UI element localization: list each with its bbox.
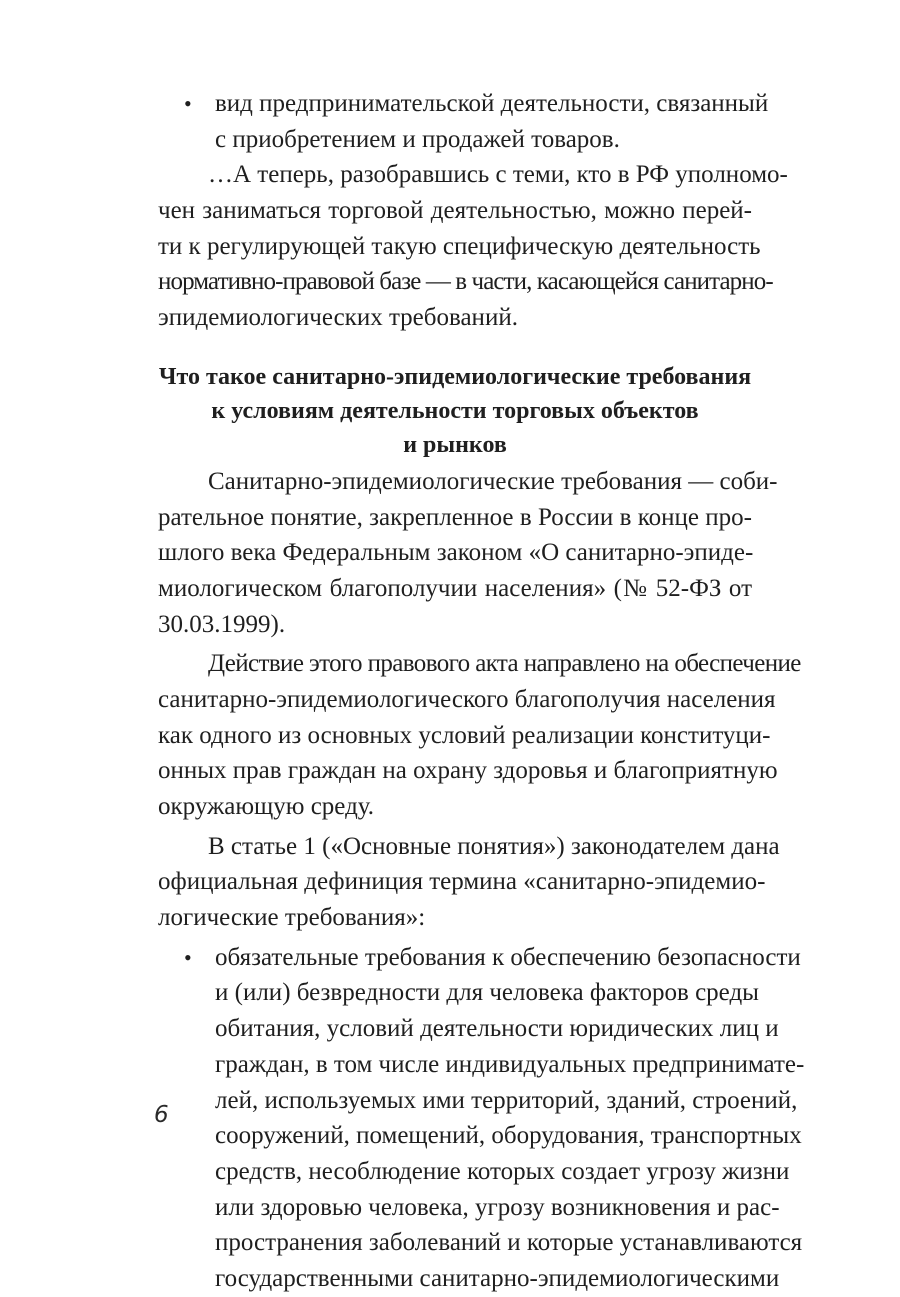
text-line: окружающую среду.: [158, 793, 375, 820]
page-number: 6: [154, 1102, 169, 1128]
text-line: логические требования»:: [158, 904, 426, 932]
text-line: лей, используемых ими территорий, зданий, строений,: [215, 1086, 798, 1114]
book-page: [158, 86, 805, 1297]
text-line: граждан, в том числе индивидуальных предпринимате-: [215, 1050, 805, 1078]
text-line: эпидемиологических требований.: [158, 304, 518, 332]
paragraph-law-purpose: [158, 646, 801, 824]
paragraph-definition-intro: [158, 464, 778, 642]
bullet-marker-icon: •: [184, 91, 192, 116]
text-line: государственными санитарно-эпидемиологическими: [215, 1264, 780, 1292]
text-line: обитания, условий деятельности юридических лиц и: [215, 1015, 779, 1043]
text-line: сооружений, помещений, оборудования, транспортных: [215, 1122, 802, 1150]
text-line: или здоровью человека, угрозу возникновения и рас-: [215, 1193, 780, 1221]
paragraph-transition: [158, 157, 788, 335]
text-line: как одного из основных условий реализации конституци-: [158, 721, 771, 749]
paragraph-article-1: [158, 829, 780, 936]
text-line: В статье 1 («Основные понятия») законодателем дана: [208, 832, 780, 860]
text-line: онных прав граждан на охрану здоровья и благоприятную: [158, 757, 778, 785]
text-line: рательное понятие, закрепленное в России в конце про-: [158, 503, 752, 531]
bullet-item-definition: [158, 940, 805, 1297]
text-line: шлого века Федеральным законом «О санитарно-эпиде-: [158, 539, 754, 567]
text-line: санитарно-эпидемиологического благополучия населения: [158, 685, 776, 713]
text-line: и (или) безвредности для человека факторов среды: [215, 979, 759, 1007]
bullet-item-trade-activity: [158, 86, 769, 157]
text-line: Санитарно-эпидемиологические требования — соби-: [208, 467, 778, 495]
text-line: чен заниматься торговой деятельностью, можно перей-: [158, 197, 752, 225]
section-heading: [158, 360, 752, 462]
text-line: ти к регулирующей такую специфическую деятельность: [158, 232, 761, 260]
heading-line: к условиям деятельности торговых объектов: [211, 397, 699, 424]
text-line: 30.03.1999).: [158, 610, 286, 638]
text-line: с приобретением и продажей товаров.: [215, 125, 620, 153]
heading-line: Что такое санитарно-эпидемиологические требования: [158, 363, 752, 390]
text-line: средств, несоблюдение которых создает угрозу жизни: [215, 1157, 790, 1185]
bullet-marker-icon: •: [184, 944, 192, 970]
heading-line: и рынков: [403, 431, 507, 458]
text-line: …А теперь, разобравшись с теми, кто в РФ уполномо-: [208, 161, 788, 189]
text-line: вид предпринимательской деятельности, связанный: [215, 90, 769, 117]
text-line: нормативно-правовой базе — в части, касающейся санитарно-: [158, 268, 773, 296]
text-line: пространения заболеваний и которые устанавливаются: [215, 1229, 803, 1257]
text-line: Действие этого правового акта направлено на обеспечение: [208, 650, 801, 678]
text-line: официальная дефиниция термина «санитарно-эпидемио-: [158, 868, 766, 896]
text-line: обязательные требования к обеспечению безопасности: [215, 943, 801, 971]
text-line: миологическом благополучии населения» (№ 52-ФЗ от: [158, 574, 752, 602]
